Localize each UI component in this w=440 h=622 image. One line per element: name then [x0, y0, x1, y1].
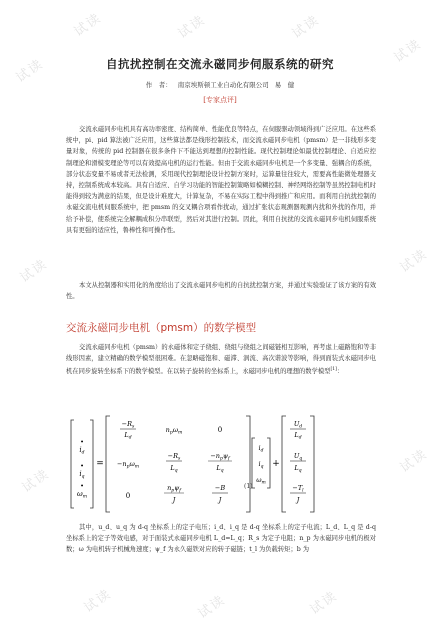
- svg-text:+: +: [272, 459, 280, 469]
- author-line: [0, 80, 440, 89]
- author-label: 作 者：: [145, 81, 172, 89]
- watermark: 试读: [307, 588, 341, 618]
- watermark: 试读: [397, 246, 431, 276]
- equation-number: (1): [244, 483, 253, 490]
- svg-text:−Rs: $-R_s$: [121, 420, 135, 430]
- svg-text:npωm: $n_p\omega_m$: [165, 426, 183, 436]
- svg-text:Lq: $L_q$: [294, 464, 302, 474]
- intro-paragraph: 交流永磁同步电机具有高功率密度、结构简单、性能优良等特点，在伺服驱动领域得到广泛应用。在这些系统中，pi、pid 算法被广泛应用，这些算法都是线形控制技术，而交流永磁同步电机（pmsm）是一非线形多变量对象，传统的 pid 控制器在很多条件下不能达到理想的控制性能。现代控制理论如最优控制理论、自适应控制理论和滑模变理论等可以有效提高电机的运行性能。但由于交流永磁同步电机是一个多变量、强耦合的系统，部分状态变量不易或者无法检测，采用现代控制理论设计控制方案时，运算量往往较大，需要高性能微处理器支持，控制系统成本较高。具有自适应、自学习功能的智能控制策略如模糊控制、神经网络控制等虽然控制电机时能得到较为满意的结果，但是设计难度大，计算复杂，不易在实际工程中得到推广和应用。而利用自抗扰控制的永磁交流电机伺服系统中，把 pmsm 的交叉耦合项看作扰动，通过扩张状态观测器观测内扰和外扰的作用，并给予补偿，使系统完全解耦成积分串联型，然后对其进行控制。因此，利用自抗扰的交流永磁同步电机伺服系统具有更强的适应性，鲁棒性和可操作性。: [66, 126, 376, 234]
- svg-text:Lq: $L_q$: [216, 464, 224, 474]
- expert-review-link[interactable]: [专家点评]: [203, 96, 237, 104]
- svg-text:•: •: [80, 438, 84, 446]
- watermark: 试读: [13, 56, 47, 86]
- author-affiliation: 南京埃斯顿工业自动化有限公司: [177, 81, 269, 89]
- author-name: 易 健: [274, 81, 295, 89]
- svg-text:ωm: $\omega_m$: [256, 476, 266, 486]
- model-paragraph-text: 交流永磁同步电机（pmsm）的永磁体和定子绕组、绕组与绕组之间磁链相互影响，再考虑上磁路饱和等非线形因素，建立精确的数学模型很困难。在忽略磁饱和、磁滞、涡流、高次谐波等影响，得到面装式永磁同步电机在同步旋转坐标系下的数学模型。在以转子旋转的坐标系上，永磁同步电机的理想的数学模型: [66, 344, 376, 376]
- svg-text:•: •: [80, 482, 84, 490]
- svg-text:−Rs: $-R_s$: [167, 452, 181, 462]
- svg-text:0: 0: [125, 492, 131, 500]
- svg-text:Uq: $U_q$: [293, 452, 303, 462]
- svg-text:J: J: [296, 496, 300, 504]
- svg-text:−npωm: $-n_p\omega_m$: [116, 460, 140, 470]
- watermark: 试读: [195, 592, 229, 622]
- model-paragraph: [66, 342, 376, 378]
- citation-ref: [1]: [330, 367, 337, 373]
- svg-text:•: •: [80, 462, 84, 470]
- svg-text:Ld: $L_d$: [124, 431, 132, 441]
- svg-text:−npψf: $-n_p\psi_f$: [210, 452, 230, 462]
- svg-text:J: J: [218, 496, 222, 504]
- watermark: 试读: [391, 36, 425, 66]
- svg-text:iq: $i_q$: [258, 460, 264, 470]
- svg-text:Ud: $U_d$: [293, 420, 303, 430]
- lhs-iq: $i_q$: [79, 470, 85, 480]
- watermark: 试读: [17, 256, 51, 286]
- watermark: 试读: [289, 12, 323, 42]
- watermark: 试读: [71, 10, 105, 40]
- watermark: 试读: [175, 12, 209, 42]
- model-paragraph-end: ：: [336, 368, 344, 376]
- svg-text:Lq: $L_q$: [170, 464, 178, 474]
- summary-paragraph: 本文从控制器和实用化的角度给出了交流永磁同步电机的自抗扰控制方案，并通过实验验证了该方案的有效性。: [66, 282, 376, 301]
- explain-paragraph: 其中，u_d、u_q 为 d-q 坐标系上的定子电压；i_d、i_q 是 d-q 坐标系上的定子电流；L_d、L_q 是 d-q 坐标系上的定子等效电感，对于面装式永磁同步电机 L_d=L_q；R_s 为定子电阻；n_p 为永磁同步电机的极对数；ω 为电机转子机械角速度；ψ_f 为永久磁铁对应的转子磁链；t_l 为负载转矩；b 为: [66, 524, 376, 554]
- page-title: 自抗扰控制在交流永磁同步伺服系统的研究: [106, 57, 334, 71]
- svg-text:npψf: $n_p\psi_f$: [167, 484, 181, 494]
- equation-svg: [70, 414, 370, 516]
- svg-text:J: J: [172, 496, 176, 504]
- lhs-wm: $\omega_m$: [77, 490, 87, 500]
- svg-text:Ld: $L_d$: [294, 431, 302, 441]
- svg-text:0: 0: [217, 426, 223, 434]
- svg-text:id: $i_d$: [258, 444, 264, 454]
- state-equation: [70, 414, 370, 516]
- watermark: 试读: [397, 446, 431, 476]
- svg-text:=: =: [96, 459, 104, 469]
- watermark: 试读: [19, 466, 53, 496]
- svg-text:−Tl: $-T_l$: [292, 484, 304, 494]
- lhs-id: $i_d$: [79, 446, 85, 456]
- watermark: 试读: [81, 586, 115, 616]
- svg-text:−B: −B: [214, 484, 226, 492]
- section-heading: 交流永磁同步电机（pmsm）的数学模型: [66, 322, 257, 334]
